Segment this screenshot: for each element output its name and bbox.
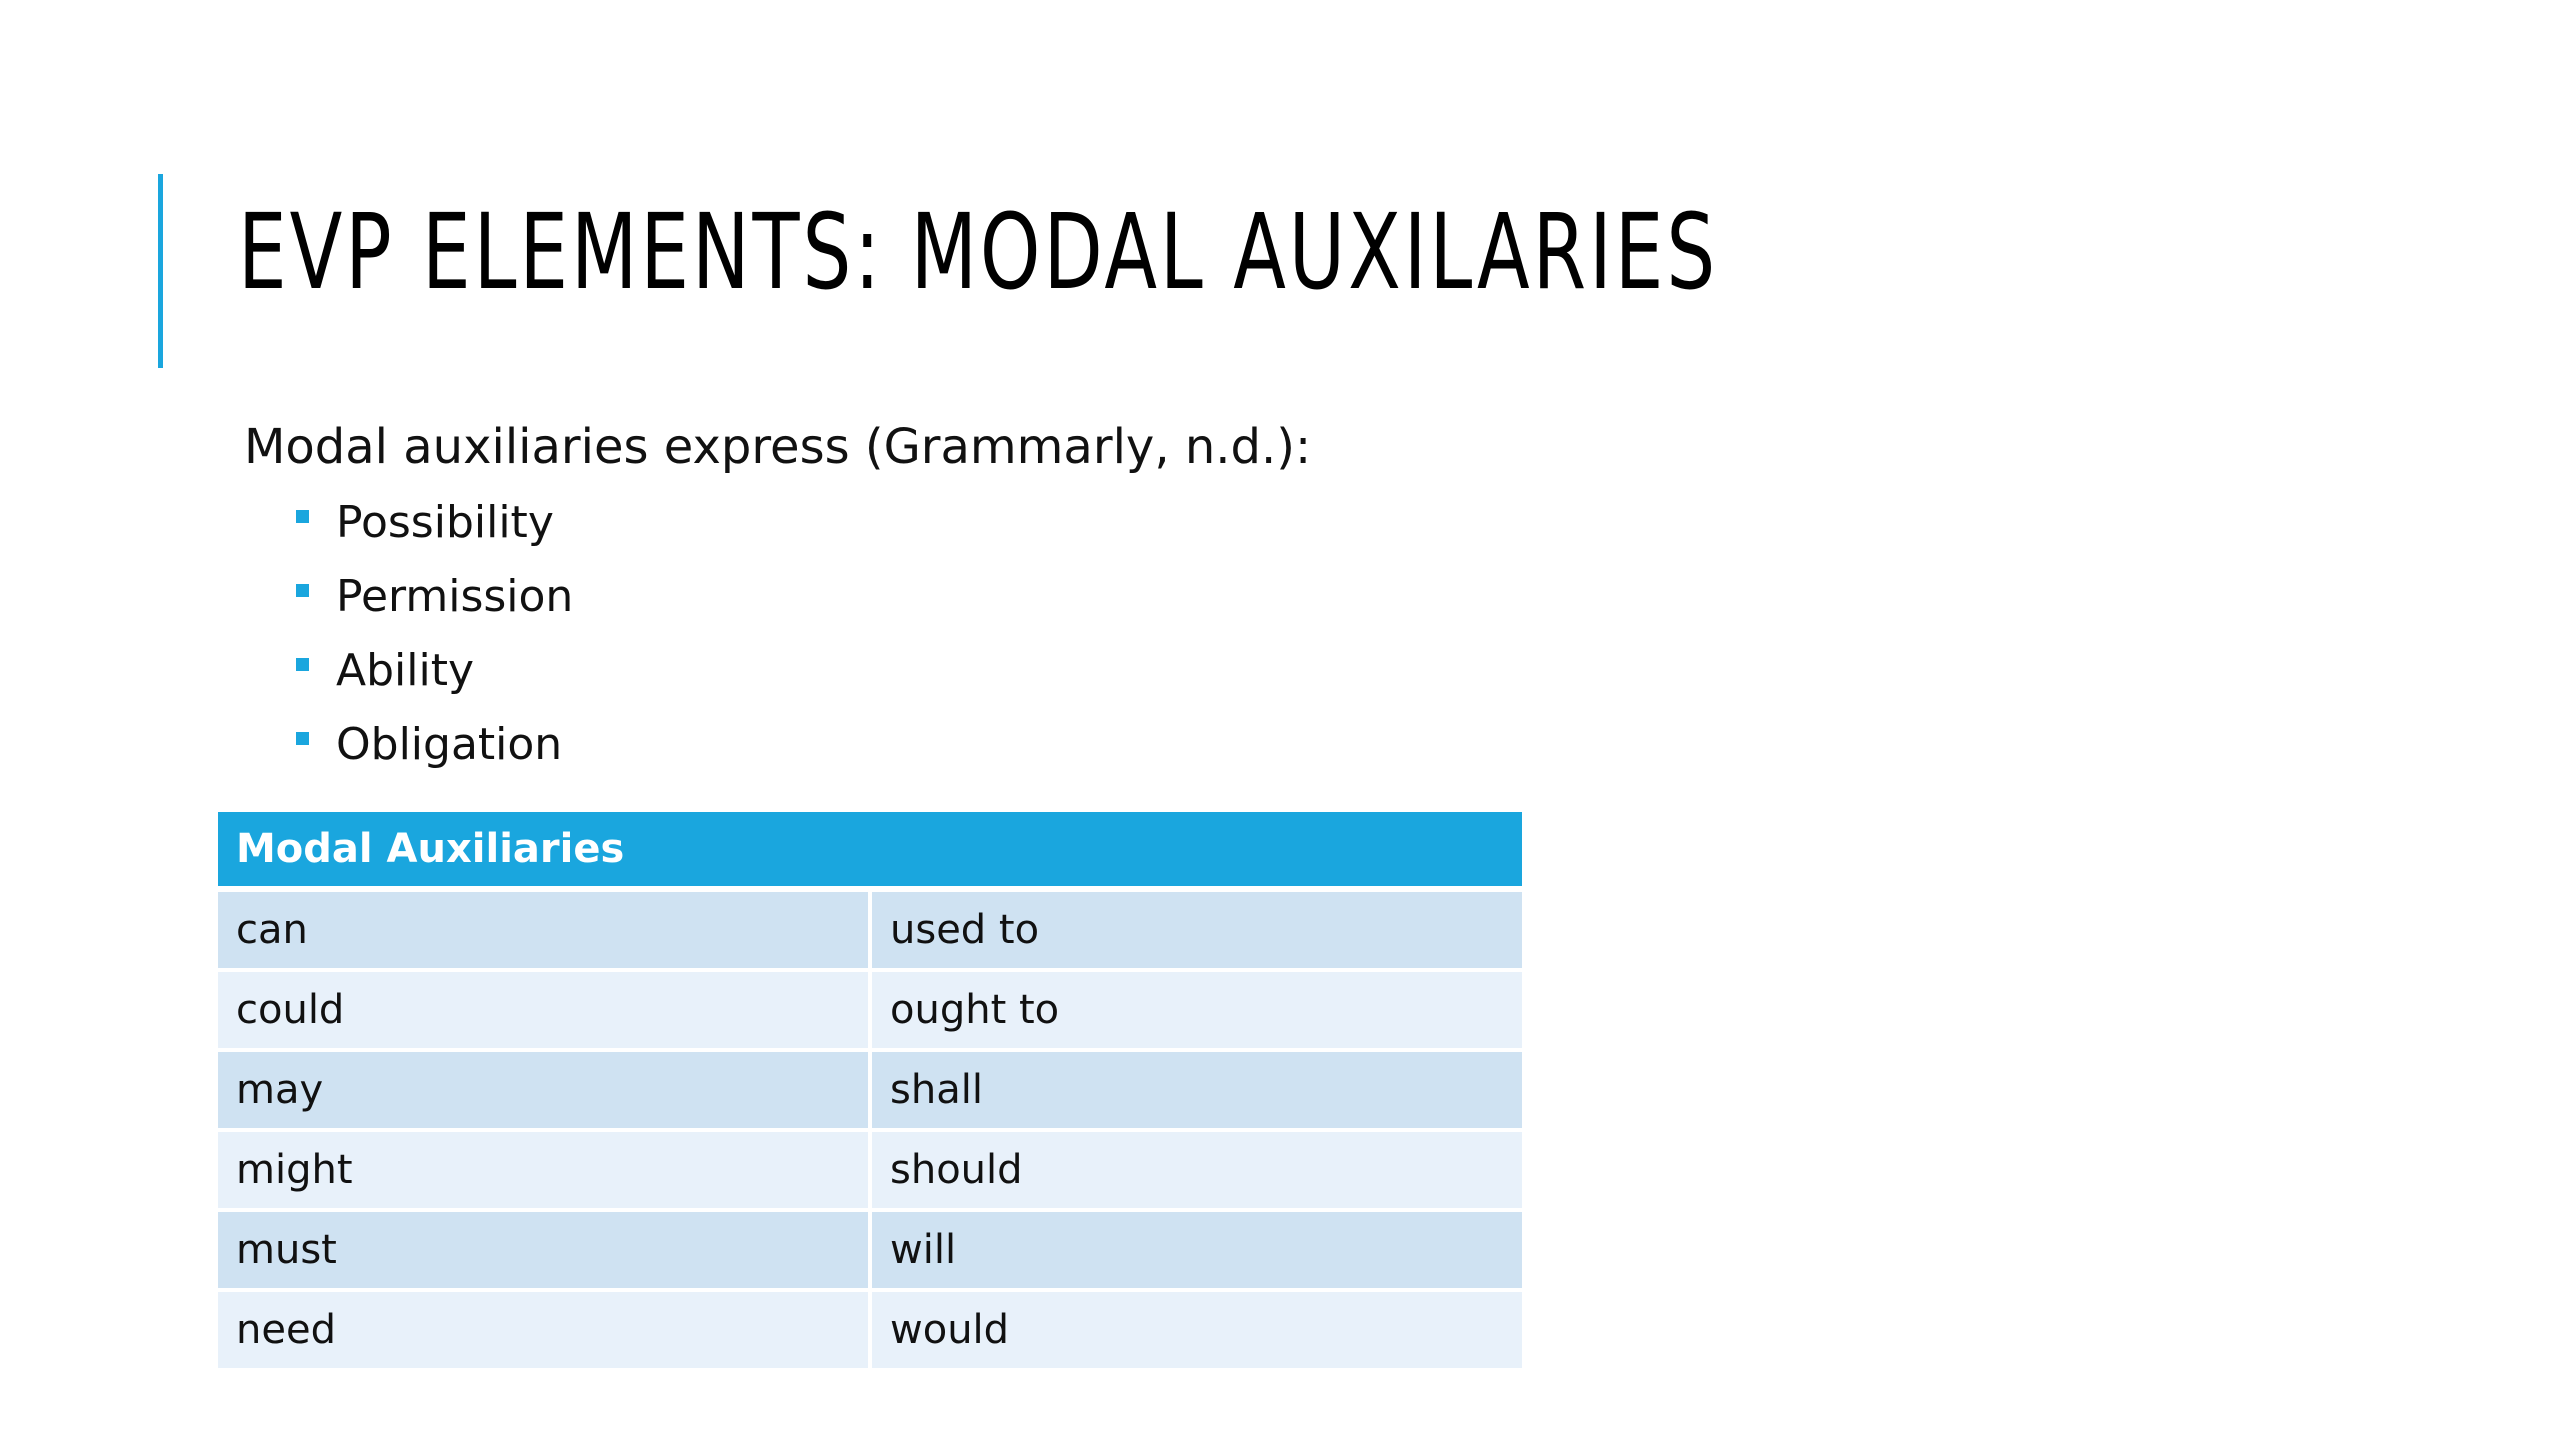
table-row [218,1290,1522,1370]
table-cell: ought to [870,970,1522,1050]
slide-body [244,414,1311,782]
title-accent-bar [158,174,163,368]
square-bullet-icon [296,510,309,523]
table-cell: will [870,1210,1522,1290]
table-cell: may [218,1050,870,1130]
table-cell: can [218,889,870,970]
bullet-list [296,486,1311,782]
table-row [218,1130,1522,1210]
bullet-item [296,634,1311,708]
bullet-text: Possibility [336,497,554,548]
square-bullet-icon [296,732,309,745]
table-row [218,1210,1522,1290]
bullet-text: Ability [336,645,474,696]
table-cell: would [870,1290,1522,1370]
table-row [218,889,1522,970]
table-cell: could [218,970,870,1050]
bullet-item [296,486,1311,560]
table-cell: must [218,1210,870,1290]
bullet-text: Permission [336,571,574,622]
table-cell: used to [870,889,1522,970]
square-bullet-icon [296,658,309,671]
table-cell: might [218,1130,870,1210]
modal-auxiliaries-table [218,812,1522,1372]
table-header-row [218,812,1522,889]
table-row [218,1050,1522,1130]
table-cell: shall [870,1050,1522,1130]
table-header: Modal Auxiliaries [218,812,1522,889]
intro-text: Modal auxiliaries express (Grammarly, n.d.): [244,419,1312,475]
table-cell: need [218,1290,870,1370]
table-cell: should [870,1130,1522,1210]
bullet-item [296,560,1311,634]
square-bullet-icon [296,584,309,597]
bullet-item [296,708,1311,782]
table-row [218,970,1522,1050]
bullet-text: Obligation [336,719,563,770]
slide-title: EVP ELEMENTS: MODAL AUXILARIES [238,191,1719,313]
